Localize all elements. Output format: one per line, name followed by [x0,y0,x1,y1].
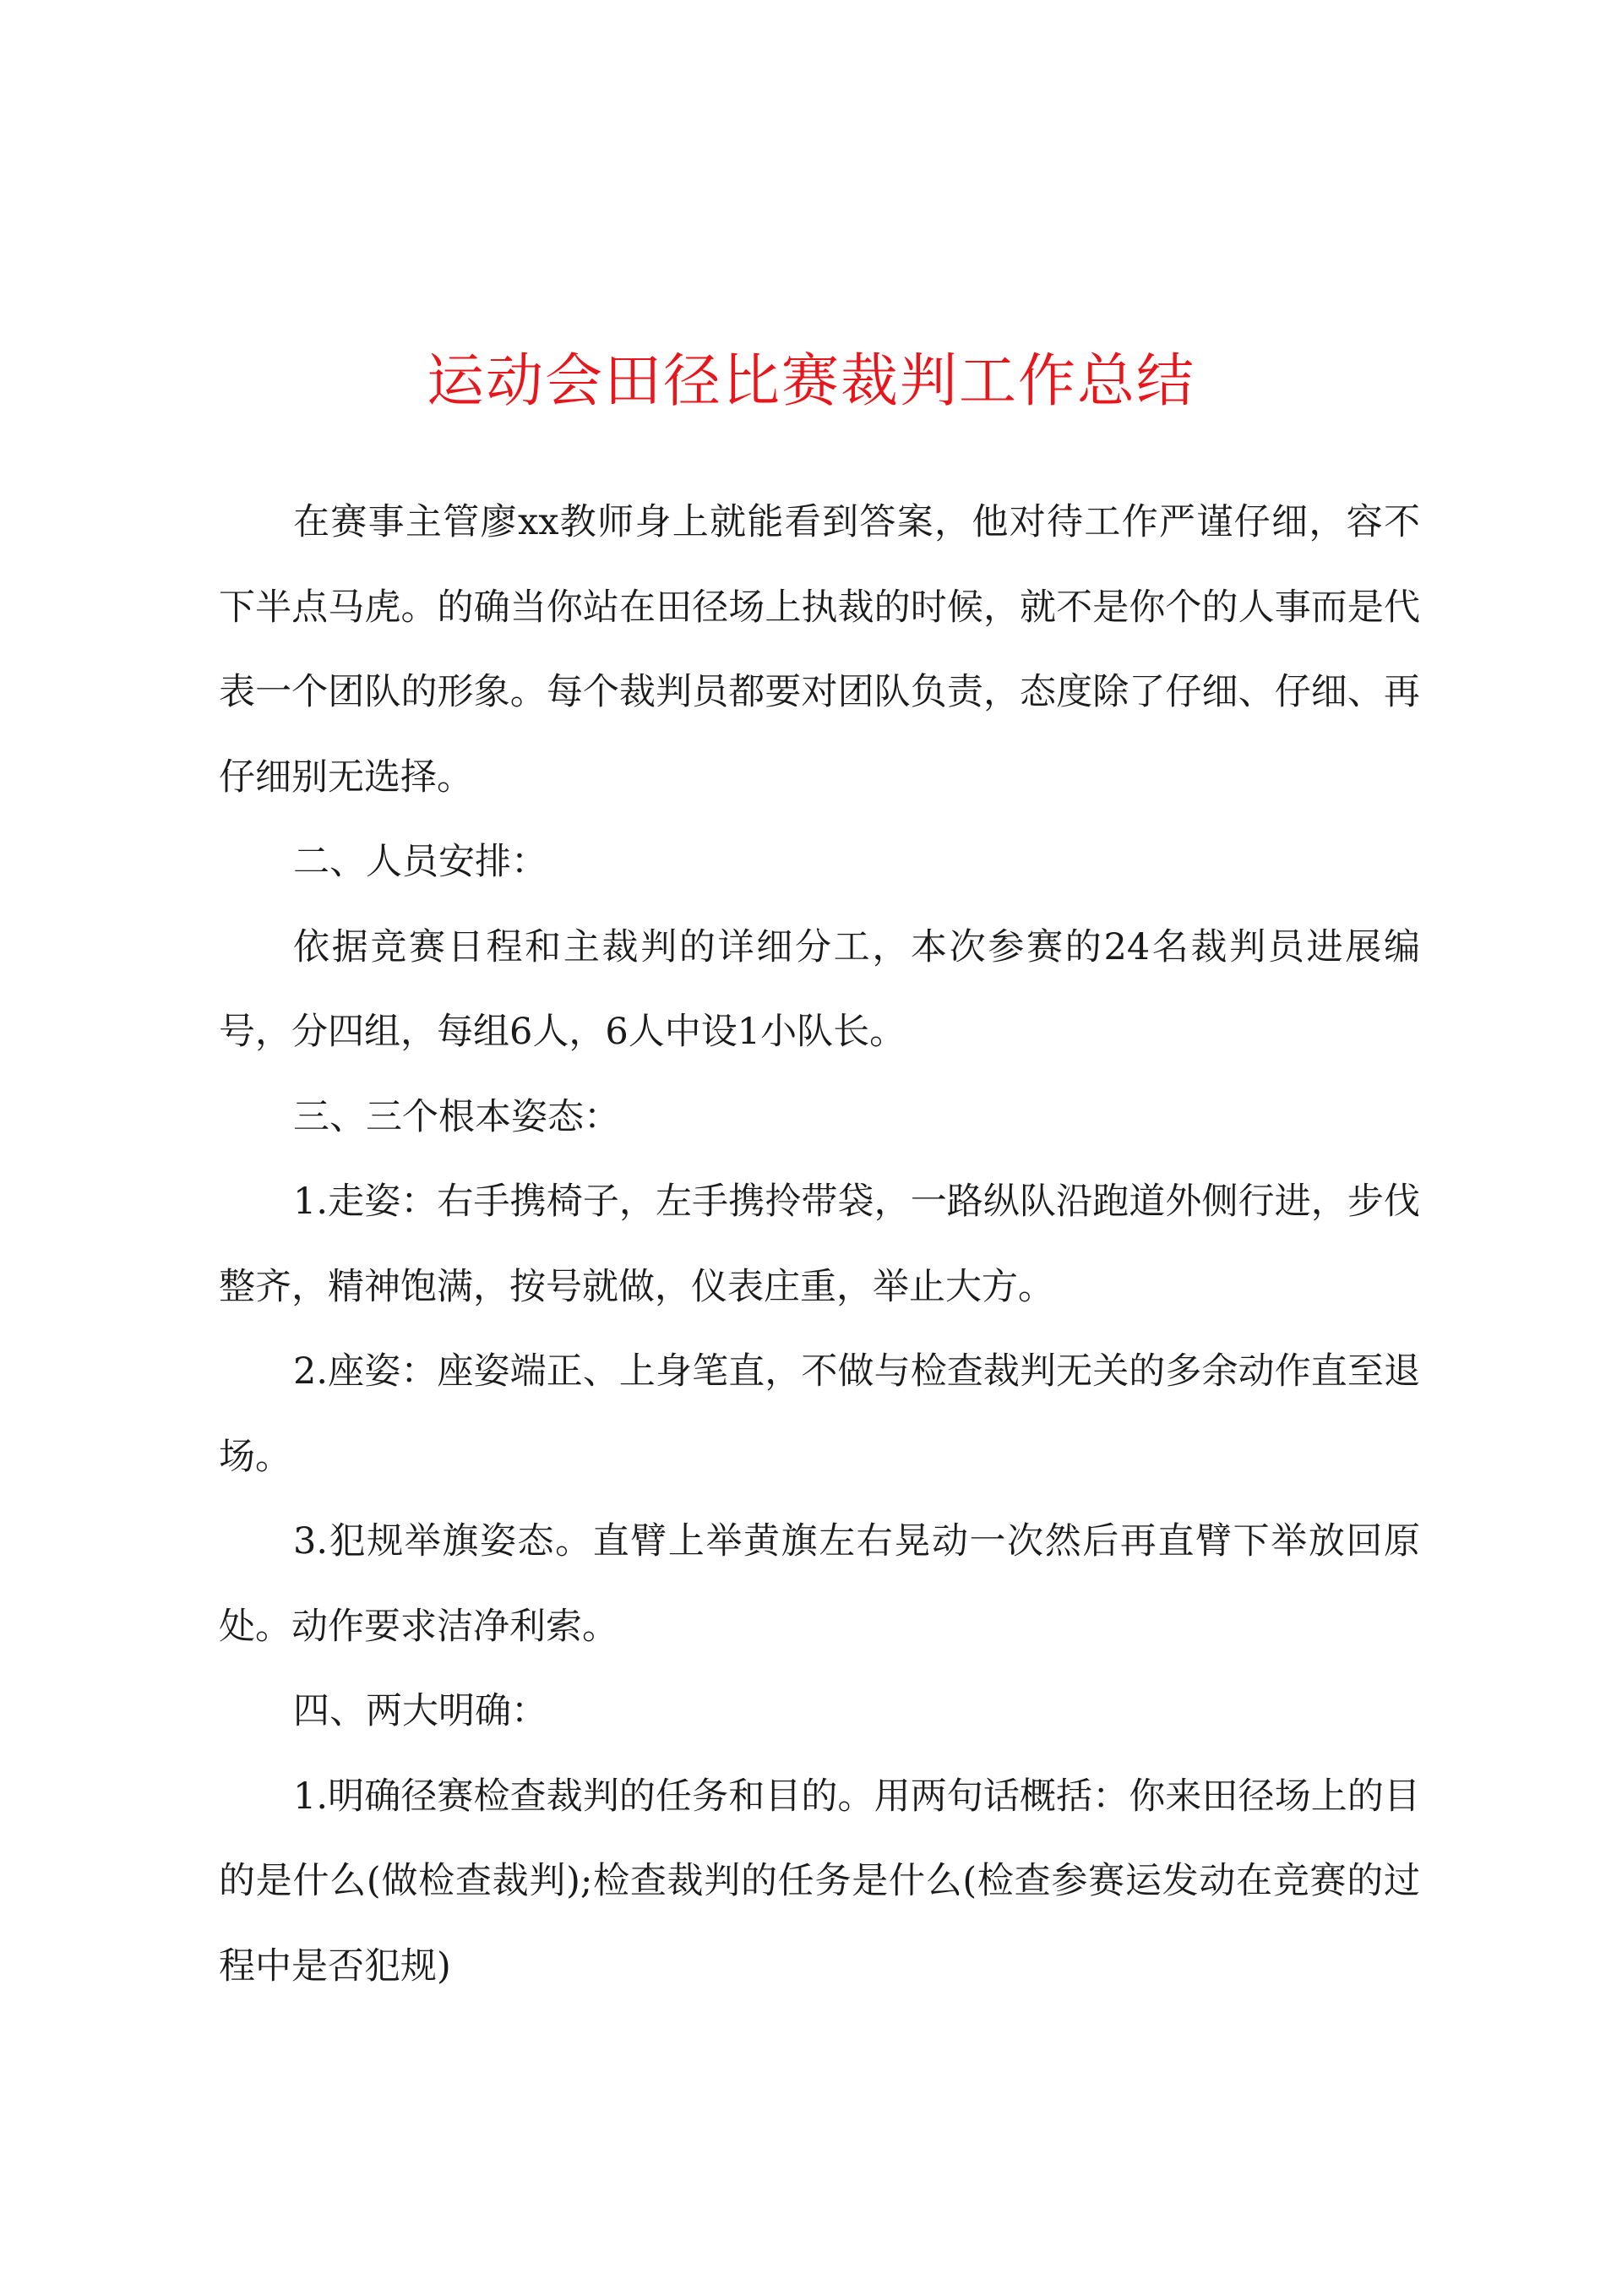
section-heading-postures: 三、三个根本姿态： [293,1095,620,1138]
paragraph-walking-posture: 1.走姿：右手携椅子，左手携拎带袋，一路纵队沿跑道外侧行进，步伐整齐，精神饱满，按号就做，仪表庄重，举止大方。 [219,1181,1420,1308]
paragraph-sitting-posture: 2.座姿：座姿端正、上身笔直，不做与检查裁判无关的多余动作直至退场。 [219,1350,1420,1478]
paragraph-flag-posture: 3.犯规举旗姿态。直臂上举黄旗左右晃动一次然后再直臂下举放回原处。动作要求洁净利索。 [219,1520,1420,1648]
document-body [219,480,1420,2009]
paragraph-staffing: 依据竞赛日程和主裁判的详细分工，本次参赛的24名裁判员进展编号，分四组，每组6人，6人中设1小队长。 [219,925,1420,1053]
section-heading-clarifications: 四、两大明确： [293,1690,547,1732]
section-heading-staffing: 二、人员安排： [293,841,547,883]
paragraph-clarification-1: 1.明确径赛检查裁判的任务和目的。用两句话概括：你来田径场上的目的是什么(做检查裁判);检查裁判的任务是什么(检查参赛运发动在竞赛的过程中是否犯规) [219,1775,1420,1988]
document-title: 运动会田径比赛裁判工作总结 [426,348,1195,415]
paragraph-intro: 在赛事主管廖xx教师身上就能看到答案，他对待工作严谨仔细，容不下半点马虎。的确当你站在田径场上执裁的时候，就不是你个的人事而是代表一个团队的形象。每个裁判员都要对团队负责，态度除了仔细、仔细、再仔细别无选择。 [219,501,1420,799]
